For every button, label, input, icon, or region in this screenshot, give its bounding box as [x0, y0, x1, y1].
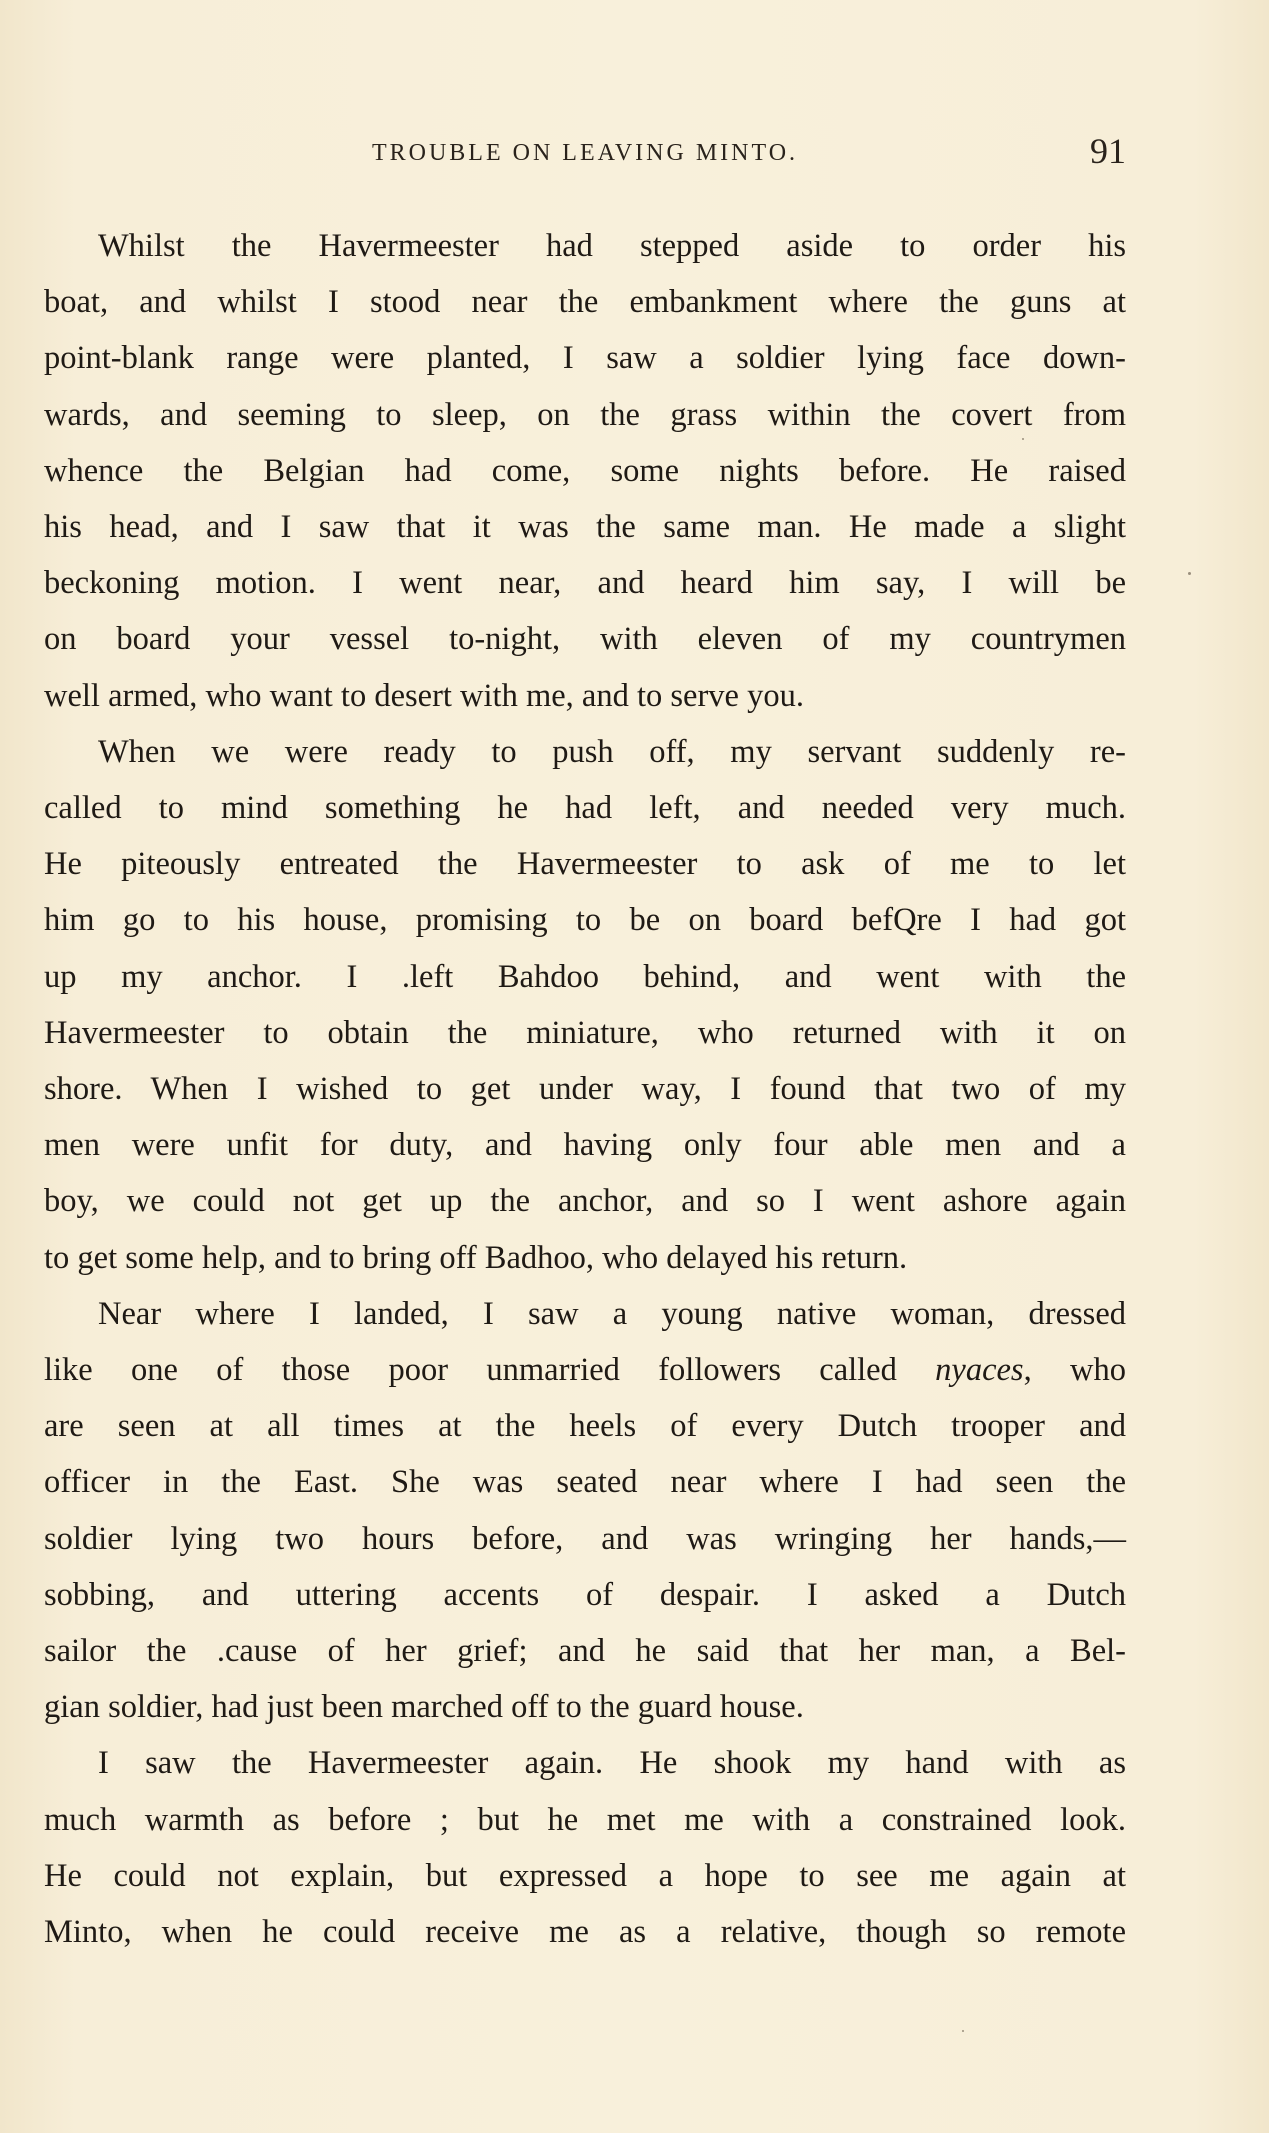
- text-line: boat, and whilst I stood near the embankment where the guns at: [44, 284, 1126, 321]
- text-line: gian soldier, had just been marched off to the guard house.: [44, 1689, 804, 1726]
- paper-speck: [1188, 572, 1191, 575]
- text-line: his head, and I saw that it was the same man. He made a slight: [44, 509, 1126, 546]
- text-line: whence the Belgian had come, some nights before. He raised: [44, 452, 1126, 489]
- text-line: like one of those poor unmarried followers called nyaces, who: [44, 1352, 1126, 1389]
- text-line: him go to his house, promising to be on board befQre I had got: [44, 902, 1126, 939]
- text-line: Minto, when he could receive me as a relative, though so remote: [44, 1914, 1126, 1951]
- text-line: When we were ready to push off, my servant suddenly re-: [98, 733, 1126, 770]
- text-line: called to mind something he had left, and needed very much.: [44, 790, 1126, 827]
- text-line: sailor the .cause of her grief; and he said that her man, a Bel-: [44, 1633, 1126, 1670]
- text-line: point-blank range were planted, I saw a soldier lying face down-: [44, 340, 1126, 377]
- text-line: He could not explain, but expressed a hope to see me again at: [44, 1857, 1126, 1894]
- text-line: Near where I landed, I saw a young native woman, dressed: [98, 1295, 1126, 1332]
- text-line: wards, and seeming to sleep, on the grass within the covert from: [44, 396, 1126, 433]
- text-line: soldier lying two hours before, and was wringing her hands,—: [44, 1520, 1126, 1557]
- text-line: to get some help, and to bring off Badhoo, who delayed his return.: [44, 1239, 908, 1276]
- text-line: beckoning motion. I went near, and heard him say, I will be: [44, 565, 1126, 602]
- paper-speck: [962, 2030, 964, 2032]
- running-title: TROUBLE ON LEAVING MINTO.: [371, 140, 799, 166]
- text-line: sobbing, and uttering accents of despair. I asked a Dutch: [44, 1576, 1126, 1613]
- paragraph-4: [44, 1735, 1126, 1960]
- body-text: [44, 218, 1126, 1960]
- text-line: up my anchor. I .left Bahdoo behind, and went with the: [44, 958, 1126, 995]
- paragraph-1: [44, 218, 1126, 724]
- running-head: [44, 130, 1126, 174]
- italic-term: nyaces: [935, 1352, 1024, 1389]
- paper-speck: [1022, 438, 1024, 440]
- text-line: Whilst the Havermeester had stepped aside to order his: [98, 228, 1126, 264]
- text-line: men were unfit for duty, and having only four able men and a: [44, 1127, 1126, 1164]
- text-line: are seen at all times at the heels of every Dutch trooper and: [44, 1408, 1126, 1445]
- paragraph-2: [44, 724, 1126, 1286]
- text-line: officer in the East. She was seated near where I had seen the: [44, 1464, 1126, 1501]
- text-line: shore. When I wished to get under way, I found that two of my: [44, 1071, 1126, 1108]
- page-number: 91: [1090, 131, 1126, 171]
- text-line: Havermeester to obtain the miniature, who returned with it on: [44, 1014, 1126, 1051]
- text-line: I saw the Havermeester again. He shook my hand with as: [98, 1745, 1126, 1782]
- text-line: boy, we could not get up the anchor, and so I went ashore again: [44, 1183, 1126, 1220]
- text-line: much warmth as before ; but he met me with a constrained look.: [44, 1801, 1126, 1838]
- text-line: well armed, who want to desert with me, and to serve you.: [44, 677, 804, 714]
- paragraph-3: [44, 1286, 1126, 1736]
- text-line: He piteously entreated the Havermeester to ask of me to let: [44, 846, 1126, 883]
- text-line: on board your vessel to-night, with eleven of my countrymen: [44, 621, 1126, 658]
